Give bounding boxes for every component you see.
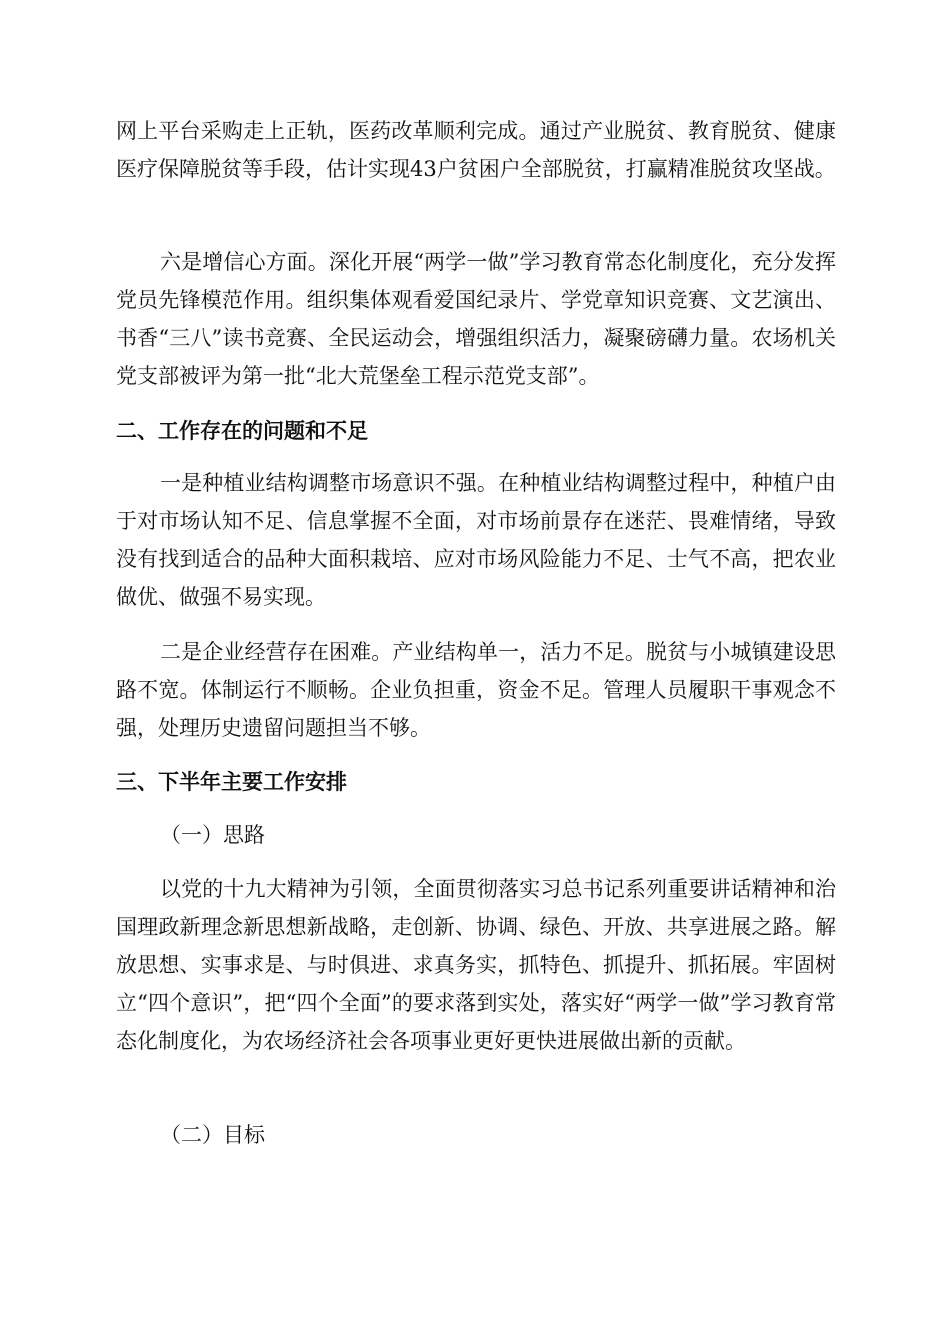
paragraph-thinking: 以党的十九大精神为引领，全面贯彻落实习总书记系列重要讲话精神和治国理政新理念新思想新战略，走创新、协调、绿色、开放、共享进展之路。解放思想、实事求是、与时俱进、求真务实，抓特色、抓提升、抓拓展。牢固树立“四个意识”，把“四个全面”的要求落到实处，落实好“两学一做”学习教育常态化制度化，为农场经济社会各项事业更好更快进展做出新的贡献。 <box>116 877 836 1053</box>
subheading-thinking: （一）思路 <box>160 823 265 847</box>
paragraph-problem-one: 一是种植业结构调整市场意识不强。在种植业结构调整过程中，种植户由于对市场认知不足、信息掌握不全面，对市场前景存在迷茫、畏难情绪，导致没有找到适合的品种大面积栽培、应对市场风险能力不足、士气不高，把农业做优、做强不易实现。 <box>116 471 836 609</box>
paragraph-problem-two: 二是企业经营存在困难。产业结构单一，活力不足。脱贫与小城镇建设思路不宽。体制运行不顺畅。企业负担重，资金不足。管理人员履职干事观念不强，处理历史遗留问题担当不够。 <box>116 640 836 740</box>
subheading-goals: （二）目标 <box>160 1123 265 1147</box>
paragraph-six: 六是增信心方面。深化开展“两学一做”学习教育常态化制度化，充分发挥党员先锋模范作用。组织集体观看爱国纪录片、学党章知识竞赛、文艺演出、书香“三八”读书竞赛、全民运动会，增强组织活力，凝聚磅礴力量。农场机关党支部被评为第一批“北大荒堡垒工程示范党支部”。 <box>116 250 836 388</box>
section-heading-two: 二、工作存在的问题和不足 <box>116 419 368 443</box>
paragraph-continuation: 网上平台采购走上正轨，医药改革顺利完成。通过产业脱贫、教育脱贫、健康医疗保障脱贫等手段，估计实现43户贫困户全部脱贫，打赢精准脱贫攻坚战。 <box>116 119 836 181</box>
section-heading-three: 三、下半年主要工作安排 <box>116 770 347 794</box>
